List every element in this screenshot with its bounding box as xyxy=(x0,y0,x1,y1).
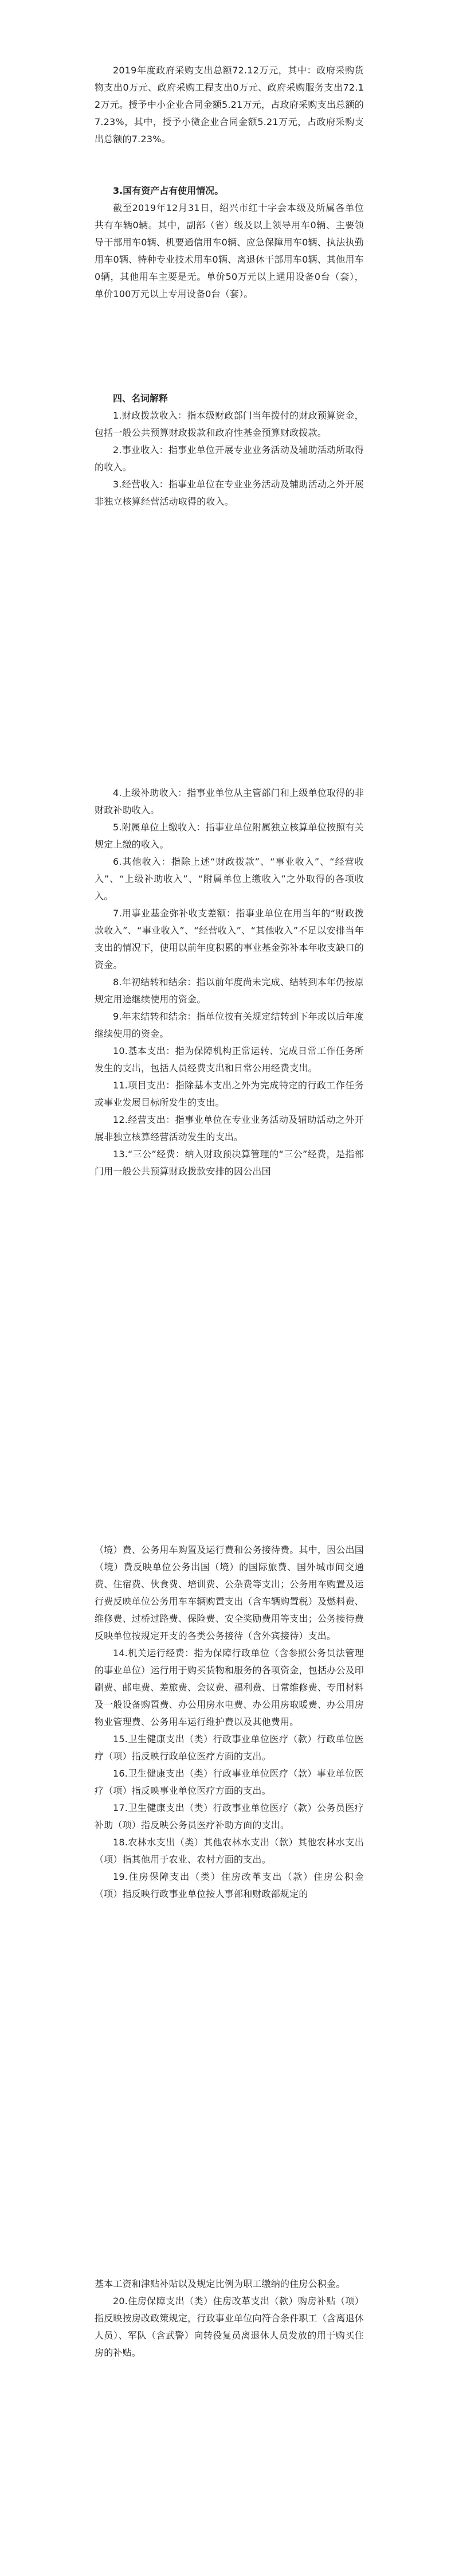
section-glossary xyxy=(95,390,364,510)
section-glossary-three-public xyxy=(95,1541,364,1903)
paragraph: 13.“三公”经费：纳入财政预决算管理的“三公”经费，是指部门用一般公共预算财政拨款安排的因公出国 xyxy=(95,1149,364,1177)
paragraph: 18.农林水支出（类）其他农林水支出（款）其他农林水支出（项）指其他用于农业、农村方面的支出。 xyxy=(95,1837,364,1865)
paragraph: 7.用事业基金弥补收支差额：指事业单位在用当年的“财政拨款收入”、“事业收入”、“经营收入”、“其他收入”不足以安排当年支出的情况下，使用以前年度积累的事业基金弥补本年收支缺口的资金。 xyxy=(95,908,364,970)
section-heading: 3.国有资产占有使用情况。 xyxy=(113,185,224,196)
paragraph: 截至2019年12月31日，绍兴市红十字会本级及所属各单位共有车辆0辆。其中，副部（省）级及以上领导用车0辆、主要领导干部用车0辆、机要通信用车0辆、应急保障用车0辆、执法执勤用车0辆、特种专业技术用车0辆、离退休干部用车0辆、其他用车0辆，其他用车主要是无。单价50万元以上通用设备0台（套），单价100万元以上专用设备0台（套）。 xyxy=(95,202,364,299)
section-heading: 四、名词解释 xyxy=(113,393,168,404)
paragraph: 3.经营收入：指事业单位在专业业务活动及辅助活动之外开展非独立核算经营活动取得的收入。 xyxy=(95,479,364,507)
paragraph: 9.年末结转和结余：指单位按有关规定结转到下年或以后年度继续使用的资金。 xyxy=(95,1011,364,1039)
paragraph: 19.住房保障支出（类）住房改革支出（款）住房公积金（项）指反映行政事业单位按人事部和财政部规定的 xyxy=(95,1871,364,1899)
paragraph: 8.年初结转和结余：指以前年度尚未完成、结转到本年仍按原规定用途继续使用的资金。 xyxy=(95,977,364,1005)
paragraph: 1.财政拨款收入：指本级财政部门当年拨付的财政预算资金，包括一般公共预算财政拨款和政府性基金预算财政拨款。 xyxy=(95,410,364,438)
paragraph: 11.项目支出：指除基本支出之外为完成特定的行政工作任务或事业发展目标所发生的支出。 xyxy=(95,1080,364,1108)
paragraph: 12.经营支出：指事业单位在专业业务活动及辅助活动之外开展非独立核算经营活动发生的支出。 xyxy=(95,1114,364,1142)
paragraph: 10.基本支出：指为保障机构正常运转、完成日常工作任务所发生的支出，包括人员经费支出和日常公用经费支出。 xyxy=(95,1045,364,1074)
section-glossary-housing xyxy=(95,2276,364,2362)
paragraph: 基本工资和津贴补贴以及规定比例为职工缴纳的住房公积金。 xyxy=(95,2278,346,2289)
paragraph: 2019年度政府采购支出总额72.12万元，其中：政府采购货物支出0万元、政府采购工程支出0万元、政府采购服务支出72.12万元。授予中小企业合同金额5.21万元，占政府采购支出总额的7.23%，其中，授予小微企业合同金额5.21万元，占政府采购支出总额的7.23%。 xyxy=(95,65,364,145)
paragraph: 15.卫生健康支出（类）行政事业单位医疗（款）行政单位医疗（项）指反映行政单位医疗方面的支出。 xyxy=(95,1734,364,1762)
paragraph: 14.机关运行经费：指为保障行政单位（含参照公务员法管理的事业单位）运行用于购买货物和服务的各项资金，包括办公及印刷费、邮电费、差旅费、会议费、福利费、日常维修费、专用材料及一般设备购置费、办公用房水电费、办公用房取暖费、办公用房物业管理费、公务用车运行维护费以及其他费用。 xyxy=(95,1648,364,1727)
paragraph: 20.住房保障支出（类）住房改革支出（款）购房补贴（项）指反映按房改政策规定，行政事业单位向符合条件职工（含离退休人员）、军队（含武警）向转役复员离退休人员发放的用于购买住房的补贴。 xyxy=(95,2296,364,2358)
paragraph: 16.卫生健康支出（类）行政事业单位医疗（款）事业单位医疗（项）指反映事业单位医疗方面的支出。 xyxy=(95,1768,364,1796)
section-state-assets xyxy=(95,182,364,303)
section-procurement xyxy=(95,62,364,148)
section-glossary-continued xyxy=(95,784,364,1180)
paragraph: 5.附属单位上缴收入：指事业单位附属独立核算单位按照有关规定上缴的收入。 xyxy=(95,822,364,850)
paragraph: 4.上级补助收入：指事业单位从主管部门和上级单位取得的非财政补助收入。 xyxy=(95,787,364,815)
paragraph: （境）费、公务用车购置及运行费和公务接待费。其中，因公出国（境）费反映单位公务出国（境）的国际旅费、国外城市间交通费、住宿费、伙食费、培训费、公杂费等支出；公务用车购置及运行费反映单位公务用车车辆购置支出（含车辆购置税）及燃料费、维修费、过桥过路费、保险费、安全奖励费用等支出；公务接待费反映单位按规定开支的各类公务接待（含外宾接待）支出。 xyxy=(95,1544,364,1641)
paragraph: 2.事业收入：指事业单位开展专业业务活动及辅助活动所取得的收入。 xyxy=(95,444,364,473)
paragraph: 17.卫生健康支出（类）行政事业单位医疗（款）公务员医疗补助（项）指反映公务员医疗补助方面的支出。 xyxy=(95,1802,364,1830)
paragraph: 6.其他收入：指除上述“财政拨款”、“事业收入”、“经营收入”、“上级补助收入”、“附属单位上缴收入”之外取得的各项收入。 xyxy=(95,856,364,901)
